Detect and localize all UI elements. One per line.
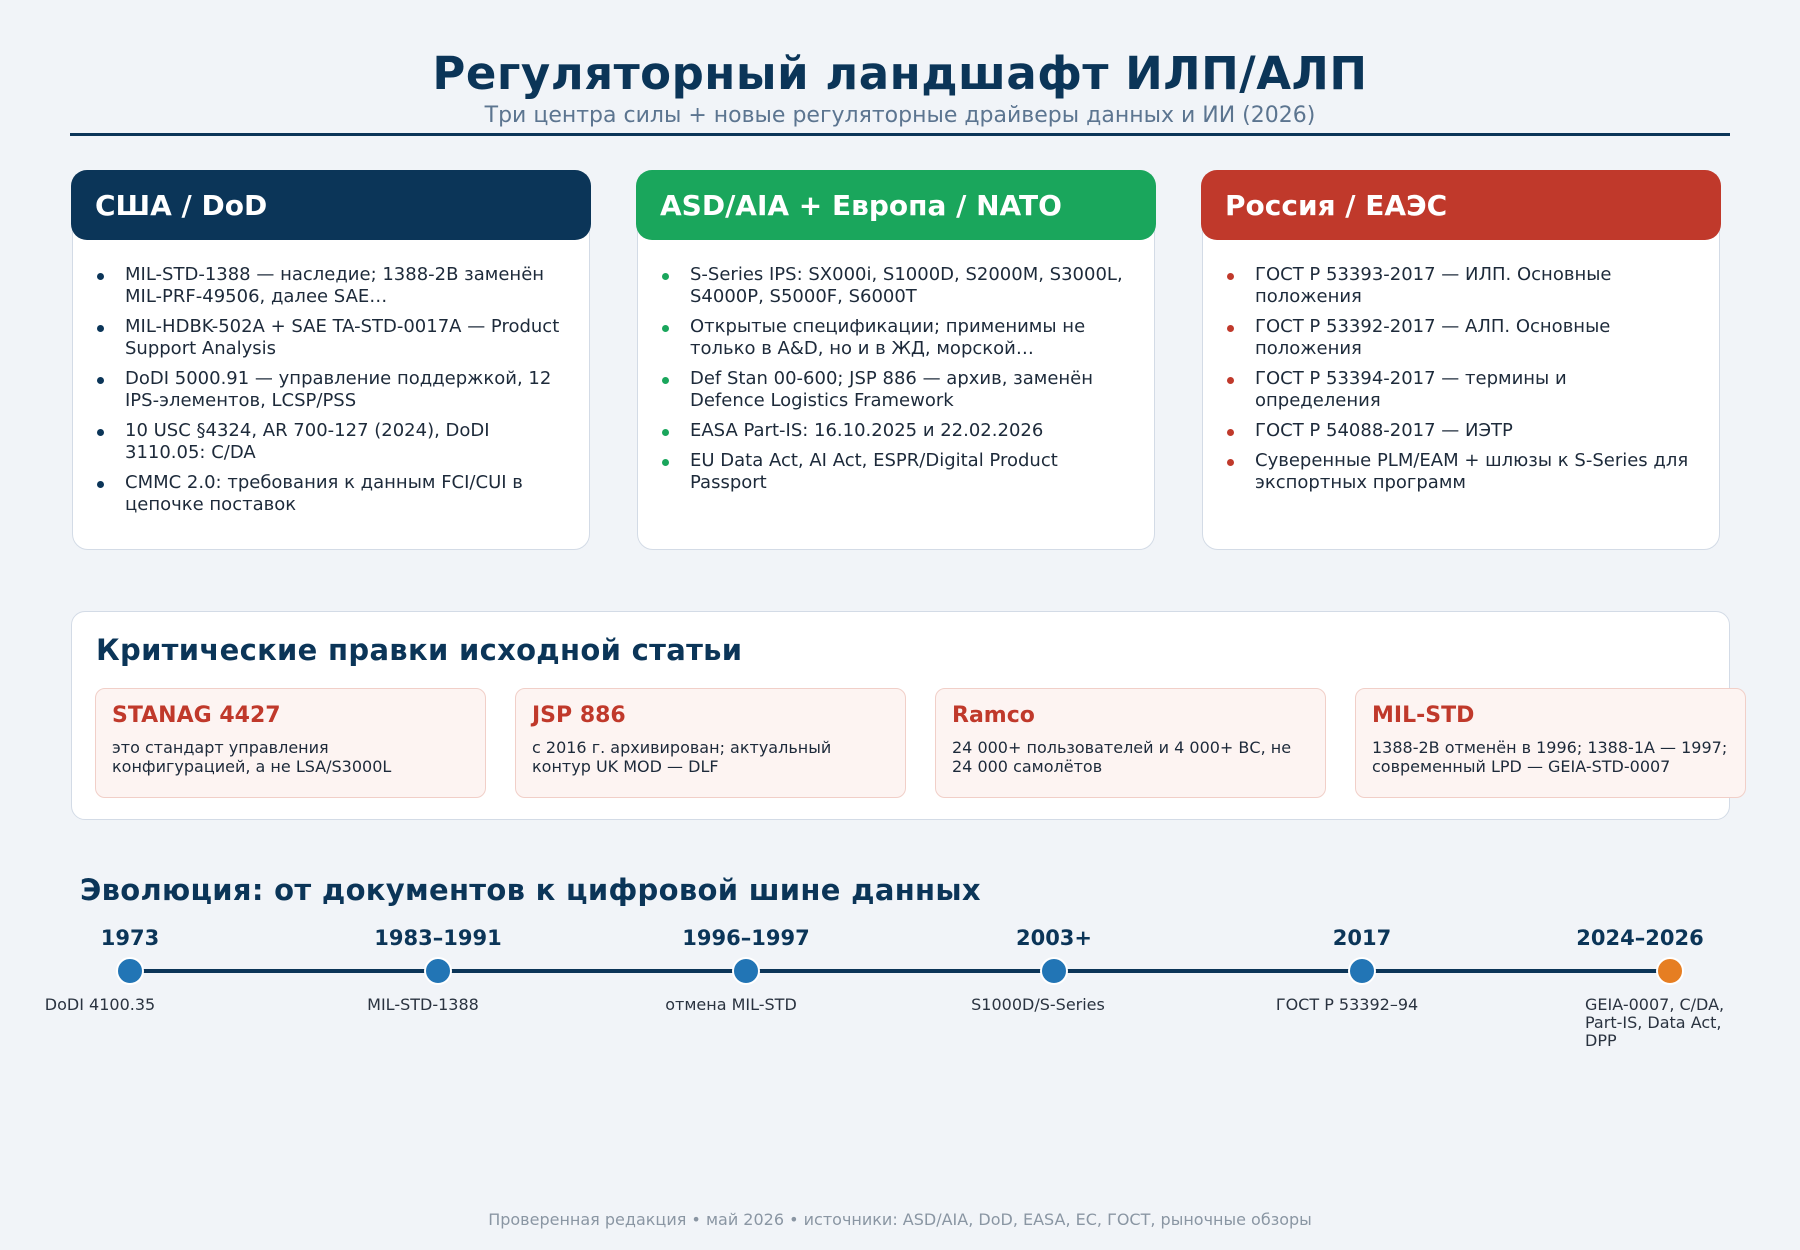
timeline-year: 1983–1991 — [374, 926, 502, 950]
list-item-text: EASA Part-IS: 16.10.2025 и 22.02.2026 — [690, 420, 1044, 441]
bullet-icon — [662, 459, 669, 466]
bullet-icon — [1227, 377, 1234, 384]
list-item — [1225, 316, 1695, 360]
column-list — [95, 264, 565, 524]
correction-card-title: Ramco — [952, 703, 1035, 728]
list-item — [1225, 450, 1695, 494]
header — [70, 44, 1730, 129]
correction-card — [1355, 688, 1746, 798]
list-item — [95, 420, 565, 464]
timeline-label: S1000D/S-Series — [971, 995, 1105, 1014]
list-item-text: ГОСТ Р 53394-2017 — термины и определения — [1255, 368, 1567, 411]
column-europe — [636, 170, 1156, 550]
list-item — [660, 450, 1130, 494]
column-header: Россия / ЕАЭС — [1201, 170, 1721, 240]
correction-card-title: JSP 886 — [532, 703, 626, 728]
list-item — [660, 368, 1130, 412]
timeline-label: GEIA-0007, C/DA, Part-IS, Data Act, DPP — [1585, 995, 1725, 1050]
list-item — [1225, 264, 1695, 308]
list-item — [660, 264, 1130, 308]
correction-card — [95, 688, 486, 798]
list-item — [660, 420, 1130, 442]
list-item-text: Суверенные PLM/EAM + шлюзы к S-Series для экспортных программ — [1255, 450, 1689, 493]
list-item-text: MIL-STD-1388 — наследие; 1388-2B заменён MIL-PRF-49506, далее SAE… — [125, 264, 545, 307]
timeline-year: 2017 — [1332, 926, 1392, 950]
list-item-text: S-Series IPS: SX000i, S1000D, S2000M, S3000L, S4000P, S5000F, S6000T — [690, 264, 1123, 307]
timeline-label: отмена MIL-STD — [665, 995, 797, 1014]
bullet-icon — [1227, 459, 1234, 466]
correction-card — [515, 688, 906, 798]
timeline-label: ГОСТ Р 53392–94 — [1275, 995, 1419, 1014]
correction-card-title: STANAG 4427 — [112, 703, 281, 728]
list-item — [95, 264, 565, 308]
timeline-label: DoDI 4100.35 — [44, 995, 156, 1014]
bullet-icon — [662, 429, 669, 436]
page-title: Регуляторный ландшафт ИЛП/АЛП — [432, 47, 1368, 100]
bullet-icon — [97, 273, 104, 280]
list-item-text: DoDI 5000.91 — управление поддержкой, 12 IPS-элементов, LCSP/PSS — [125, 368, 552, 411]
column-header: ASD/AIA + Европа / NATO — [636, 170, 1156, 240]
page-subtitle: Три центра силы + новые регуляторные драйверы данных и ИИ (2026) — [484, 103, 1316, 128]
bullet-icon — [97, 429, 104, 436]
timeline-marker-icon — [424, 957, 452, 985]
bullet-icon — [1227, 273, 1234, 280]
bullet-icon — [97, 481, 104, 488]
timeline-label: MIL-STD-1388 — [367, 995, 479, 1014]
correction-card-text: с 2016 г. архивирован; актуальный контур UK MOD — DLF — [532, 738, 832, 776]
bullet-icon — [1227, 429, 1234, 436]
column-list — [660, 264, 1130, 502]
list-item — [1225, 420, 1695, 442]
critical-corrections-title: Критические правки исходной статьи — [96, 633, 743, 667]
column-header: США / DoD — [71, 170, 591, 240]
column-russia — [1201, 170, 1721, 550]
timeline-year: 2024–2026 — [1576, 926, 1704, 950]
timeline-year: 1996–1997 — [682, 926, 810, 950]
timeline-marker-icon — [1348, 957, 1376, 985]
bullet-icon — [662, 325, 669, 332]
bullet-icon — [1227, 325, 1234, 332]
timeline-year: 2003+ — [1015, 926, 1093, 950]
correction-card — [935, 688, 1326, 798]
timeline-marker-icon — [732, 957, 760, 985]
list-item-text: EU Data Act, AI Act, ESPR/Digital Product Passport — [690, 450, 1058, 493]
correction-card-text: 24 000+ пользователей и 4 000+ ВС, не 24 000 самолётов — [952, 738, 1292, 776]
list-item-text: 10 USC §4324, AR 700-127 (2024), DoDI 3110.05: C/DA — [125, 420, 490, 463]
bullet-icon — [662, 377, 669, 384]
list-item-text: ГОСТ Р 53392-2017 — АЛП. Основные положения — [1255, 316, 1611, 359]
list-item — [95, 316, 565, 360]
correction-card-text: это стандарт управления конфигурацией, а не LSA/S3000L — [112, 738, 392, 776]
correction-card-title: MIL-STD — [1372, 703, 1475, 728]
list-item — [1225, 368, 1695, 412]
list-item — [95, 368, 565, 412]
list-item — [95, 472, 565, 516]
timeline-marker-icon — [116, 957, 144, 985]
footer-note: Проверенная редакция • май 2026 • источники: ASD/AIA, DoD, EASA, ЕС, ГОСТ, рыночные обзоры — [488, 1210, 1312, 1229]
bullet-icon — [97, 325, 104, 332]
header-divider — [70, 133, 1730, 136]
correction-card-text: 1388-2B отменён в 1996; 1388-1A — 1997; современный LPD — GEIA-STD-0007 — [1372, 738, 1728, 776]
timeline-year: 1973 — [100, 926, 160, 950]
list-item-text: ГОСТ Р 54088-2017 — ИЭТР — [1255, 420, 1513, 441]
timeline-marker-icon — [1656, 957, 1684, 985]
list-item-text: Открытые спецификации; применимы не только в A&D, но и в ЖД, морской… — [690, 316, 1086, 359]
timeline-marker-icon — [1040, 957, 1068, 985]
list-item-text: Def Stan 00-600; JSP 886 — архив, заменён Defence Logistics Framework — [690, 368, 1094, 411]
list-item — [660, 316, 1130, 360]
list-item-text: CMMC 2.0: требования к данным FCI/CUI в цепочке поставок — [125, 472, 523, 515]
timeline-title: Эволюция: от документов к цифровой шине данных — [80, 873, 981, 907]
list-item-text: ГОСТ Р 53393-2017 — ИЛП. Основные положения — [1255, 264, 1612, 307]
timeline-axis — [130, 969, 1670, 973]
bullet-icon — [662, 273, 669, 280]
bullet-icon — [97, 377, 104, 384]
column-list — [1225, 264, 1695, 502]
column-usa — [71, 170, 591, 550]
list-item-text: MIL-HDBK-502A + SAE TA-STD-0017A — Product Support Analysis — [125, 316, 560, 359]
